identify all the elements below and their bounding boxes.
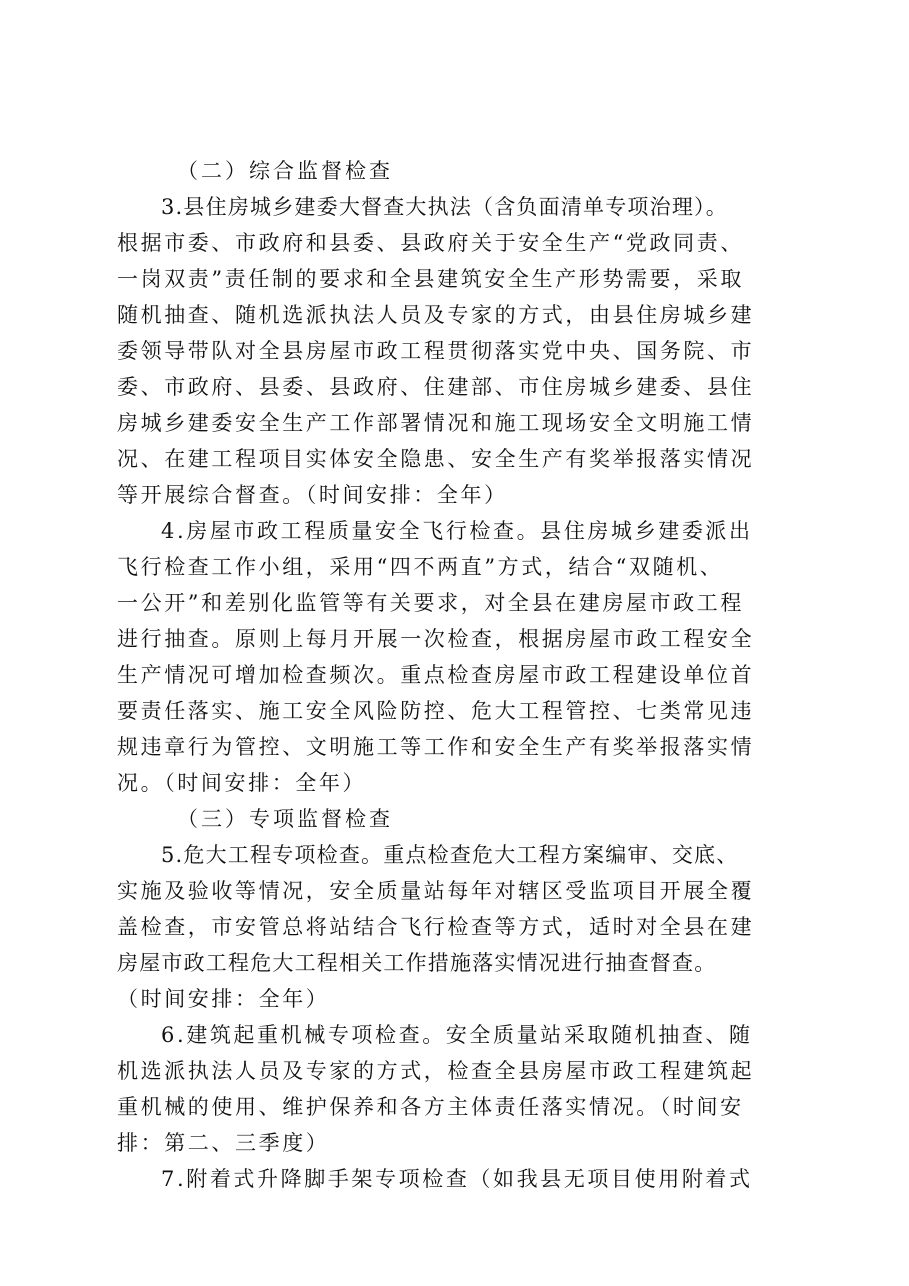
paragraph-line: 规违章行为管控、文明施工等工作和安全生产有奖举报落实情 — [117, 735, 755, 759]
section-heading-special-supervision: （三）专项监督检查 — [177, 807, 393, 831]
paragraph-line: 一公开”和差别化监管等有关要求，对全县在建房屋市政工程 — [117, 591, 744, 615]
paragraph-line: 要责任落实、施工安全风险防控、危大工程管控、七类常见违 — [117, 699, 755, 723]
paragraph-line: 进行抽查。原则上每月开展一次检查，根据房屋市政工程安全 — [117, 627, 755, 651]
paragraph-line: 5.危大工程专项检查。重点检查危大工程方案编审、交底、 — [161, 843, 739, 867]
paragraph-line: 委、市政府、县委、县政府、住建部、市住房城乡建委、县住 — [117, 375, 755, 399]
paragraph-line: 排：第二、三季度） — [117, 1131, 330, 1155]
paragraph-line: 盖检查，市安管总将站结合飞行检查等方式，适时对全县在建 — [117, 915, 755, 939]
paragraph-line: 3.县住房城乡建委大督查大执法（含负面清单专项治理）。 — [161, 195, 728, 219]
paragraph-line: 等开展综合督查。（时间安排：全年） — [117, 483, 508, 507]
paragraph-line: 飞行检查工作小组，采用“四不两直”方式，结合“双随机、 — [117, 555, 724, 579]
paragraph-item-5 — [117, 837, 807, 1017]
paragraph-line: 6.建筑起重机械专项检查。安全质量站采取随机抽查、随 — [161, 1023, 753, 1047]
paragraph-line: 房屋市政工程危大工程相关工作措施落实情况进行抽查督查。 — [117, 951, 717, 975]
paragraph-item-7 — [117, 1161, 807, 1197]
paragraph-item-6 — [117, 1017, 807, 1161]
paragraph-line: 7.附着式升降脚手架专项检查（如我县无项目使用附着式 — [161, 1167, 753, 1191]
paragraph-line: 况、在建工程项目实体安全隐患、安全生产有奖举报落实情况 — [117, 447, 755, 471]
paragraph-item-3 — [117, 189, 807, 513]
paragraph-line: 随机抽查、随机选派执法人员及专家的方式，由县住房城乡建 — [117, 303, 755, 327]
paragraph-item-4 — [117, 513, 807, 801]
paragraph-line: 委领导带队对全县房屋市政工程贯彻落实党中央、国务院、市 — [117, 339, 755, 363]
paragraph-line: 一岗双责”责任制的要求和全县建筑安全生产形势需要，采取 — [117, 267, 744, 291]
paragraph-line: 房城乡建委安全生产工作部署情况和施工现场安全文明施工情 — [117, 411, 755, 435]
paragraph-line: 重机械的使用、维护保养和各方主体责任落实情况。（时间安 — [117, 1095, 744, 1119]
document-body — [117, 153, 807, 1197]
paragraph-line: 实施及验收等情况，安全质量站每年对辖区受监项目开展全覆 — [117, 879, 755, 903]
paragraph-line: 况。（时间安排：全年） — [117, 771, 367, 795]
paragraph-line: 生产情况可增加检查频次。重点检查房屋市政工程建设单位首 — [117, 663, 755, 687]
paragraph-line: 4.房屋市政工程质量安全飞行检查。县住房城乡建委派出 — [161, 519, 753, 543]
paragraph-line: 根据市委、市政府和县委、县政府关于安全生产“党政同责、 — [117, 231, 744, 255]
section-heading-comprehensive-supervision: （二）综合监督检查 — [177, 159, 393, 183]
paragraph-line: （时间安排：全年） — [117, 987, 330, 1011]
paragraph-line: 机选派执法人员及专家的方式，检查全县房屋市政工程建筑起 — [117, 1059, 755, 1083]
